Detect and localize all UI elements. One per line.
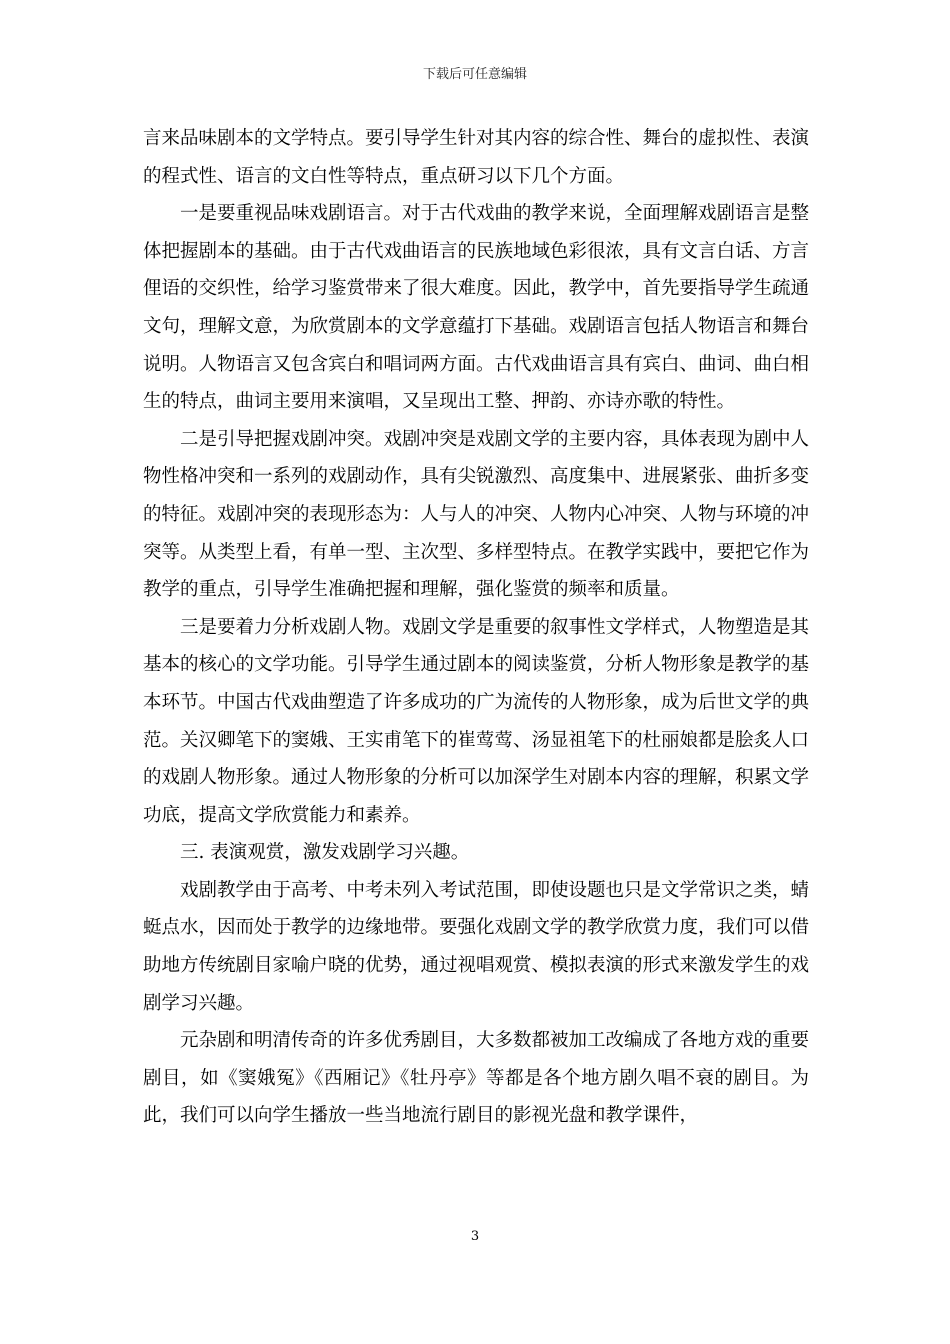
paragraph-drama-characters: 三是要着力分析戏剧人物。戏剧文学是重要的叙事性文学样式，人物塑造是其基本的核心的文学功能。引导学生通过剧本的阅读鉴赏，分析人物形象是教学的基本环节。中国古代戏曲塑造了许多成功的广为流传的人物形象，成为后世文学的典范。关汉卿笔下的窦娥、王实甫笔下的崔莺莺、汤显祖笔下的杜丽娘都是脍炙人口的戏剧人物形象。通过人物形象的分析可以加深学生对剧本内容的理解，积累文学功底，提高文学欣赏能力和素养。 bbox=[143, 616, 810, 826]
paragraph-drama-language: 一是要重视品味戏剧语言。对于古代戏曲的教学来说，全面理解戏剧语言是整体把握剧本的基础。由于古代戏曲语言的民族地域色彩很浓，具有文言白话、方言俚语的交织性，给学习鉴赏带来了很大难度。因此，教学中，首先要指导学生疏通文句，理解文意，为欣赏剧本的文学意蕴打下基础。戏剧语言包括人物语言和舞台说明。人物语言又包含宾白和唱词两方面。古代戏曲语言具有宾白、曲词、曲白相生的特点，曲词主要用来演唱，又呈现出工整、押韵、亦诗亦歌的特性。 bbox=[143, 203, 810, 413]
paragraph-performance-interest: 戏剧教学由于高考、中考未列入考试范围，即使设题也只是文学常识之类，蜻蜓点水，因而处于教学的边缘地带。要强化戏剧文学的教学欣赏力度，我们可以借助地方传统剧目家喻户晓的优势，通过视唱观赏、模拟表演的形式来激发学生的戏剧学习兴趣。 bbox=[143, 879, 810, 1014]
section-heading: 三. 表演观赏，激发戏剧学习兴趣。 bbox=[180, 842, 470, 864]
paragraph-classic-repertoire: 元杂剧和明清传奇的许多优秀剧目，大多数都被加工改编成了各地方戏的重要剧目，如《窦娥冤》《西厢记》《牡丹亭》等都是各个地方剧久唱不衰的剧目。为此，我们可以向学生播放一些当地流行剧目的影视光盘和教学课件， bbox=[143, 1030, 810, 1127]
paragraph-continuation: 言来品味剧本的文学特点。要引导学生针对其内容的综合性、舞台的虚拟性、表演的程式性、语言的文白性等特点，重点研习以下几个方面。 bbox=[143, 128, 810, 187]
paragraph-drama-conflict: 二是引导把握戏剧冲突。戏剧冲突是戏剧文学的主要内容，具体表现为剧中人物性格冲突和一系列的戏剧动作，具有尖锐激烈、高度集中、进展紧张、曲折多变的特征。戏剧冲突的表现形态为：人与人的冲突、人物内心冲突、人物与环境的冲突等。从类型上看，有单一型、主次型、多样型特点。在教学实践中，要把它作为教学的重点，引导学生准确把握和理解，强化鉴赏的频率和质量。 bbox=[143, 428, 810, 601]
page-header: 下载后可任意编辑 bbox=[422, 67, 527, 82]
page-number: 3 bbox=[470, 1229, 480, 1244]
document-body bbox=[143, 120, 809, 1135]
